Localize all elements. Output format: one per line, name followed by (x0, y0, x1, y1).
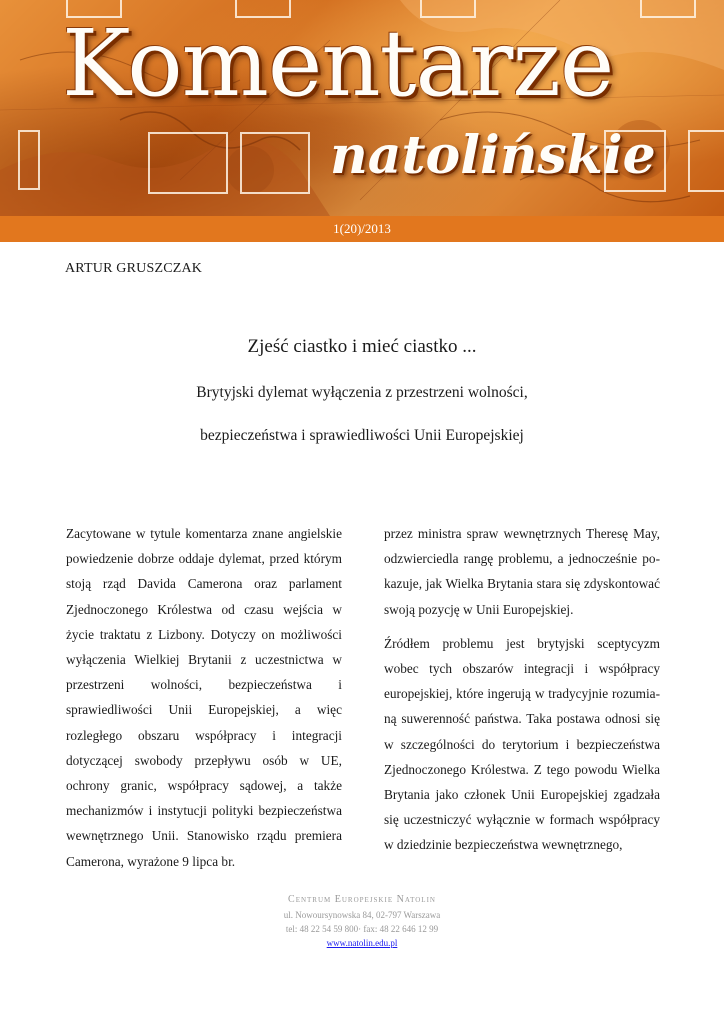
decorative-frame (240, 132, 310, 194)
footer-organization: Centrum Europejskie Natolin (288, 894, 436, 905)
article-title: Zjeść ciastko i mieć ciastko ... (247, 336, 477, 357)
decorative-frame (640, 0, 696, 18)
body-column-right (384, 521, 660, 867)
author-name: ARTUR GRUSZCZAK (65, 261, 203, 276)
footer-contact: tel: 48 22 54 59 800· fax: 48 22 646 12 99 (285, 924, 439, 934)
banner-title: Komentarze (62, 10, 614, 117)
header-banner (0, 0, 724, 216)
banner-subtitle: natolińskie (330, 125, 656, 186)
footer-website-link[interactable]: www.natolin.edu.pl (326, 938, 398, 948)
page-footer (0, 893, 724, 950)
article-subtitle-line-2: bezpieczeństwa i sprawiedliwości Unii Europejskiej (200, 427, 524, 444)
footer-address: ul. Nowoursynowska 84, 02-797 Warszawa (283, 910, 441, 920)
paragraph: Źródłem problemu jest brytyjski sceptycyzm wobec tych obszarów integracji i współpracy europejskiej, które ingerują w tradycyjnie rozumianą suwerenność państwa. Taka postawa odnosi się w szczególności do terytorium i bezpieczeństwa Zjednoczonego Królestwa. Z tego powodu Wielka Brytania jako członek Unii Europejskiej zgadzała się uczestniczyć wyłącznie w formach współpracy w dziedzinie bezpieczeństwa wewnętrznego, (384, 635, 660, 853)
paragraph: przez ministra spraw wewnętrznych Theresę May, odzwierciedla rangę problemu, a jednocześnie pokazuje, jak Wielka Brytania stara się zdyskontować swoją pozycję w Unii Europejskiej. (384, 526, 660, 617)
article-titles (0, 334, 724, 466)
decorative-frame (18, 130, 40, 190)
paragraph: Zacytowane w tytule komentarza znane angielskie powiedzenie dobrze oddaje dylemat, przed którym stoją rząd Davida Camerona oraz parlament Zjednoczonego Królestwa od czasu wejścia w życie traktatu z Lizbony. Dotyczy on możliwości wyłączenia Wielkiej Brytanii z uczestnictwa w przestrzeni wolności, bezpieczeństwa i sprawiedliwości Unii Europejskiej, a więc rozległego obszaru współpracy i integracji dotyczącej swobody przepływu osób w UE, ochrony granic, współpracy sądowej, a także mechanizmów i instytucji polityki bezpieczeństwa wewnętrznego Unii. Stanowisko rządu premiera Camerona, wyrażone 9 lipca br. (66, 526, 342, 869)
article-subtitle-line-1: Brytyjski dylemat wyłączenia z przestrzeni wolności, (196, 384, 528, 401)
decorative-frame (688, 130, 724, 192)
decorative-frame (148, 132, 228, 194)
body-column-left (66, 521, 342, 883)
issue-number-bar: 1(20)/2013 (0, 216, 724, 242)
